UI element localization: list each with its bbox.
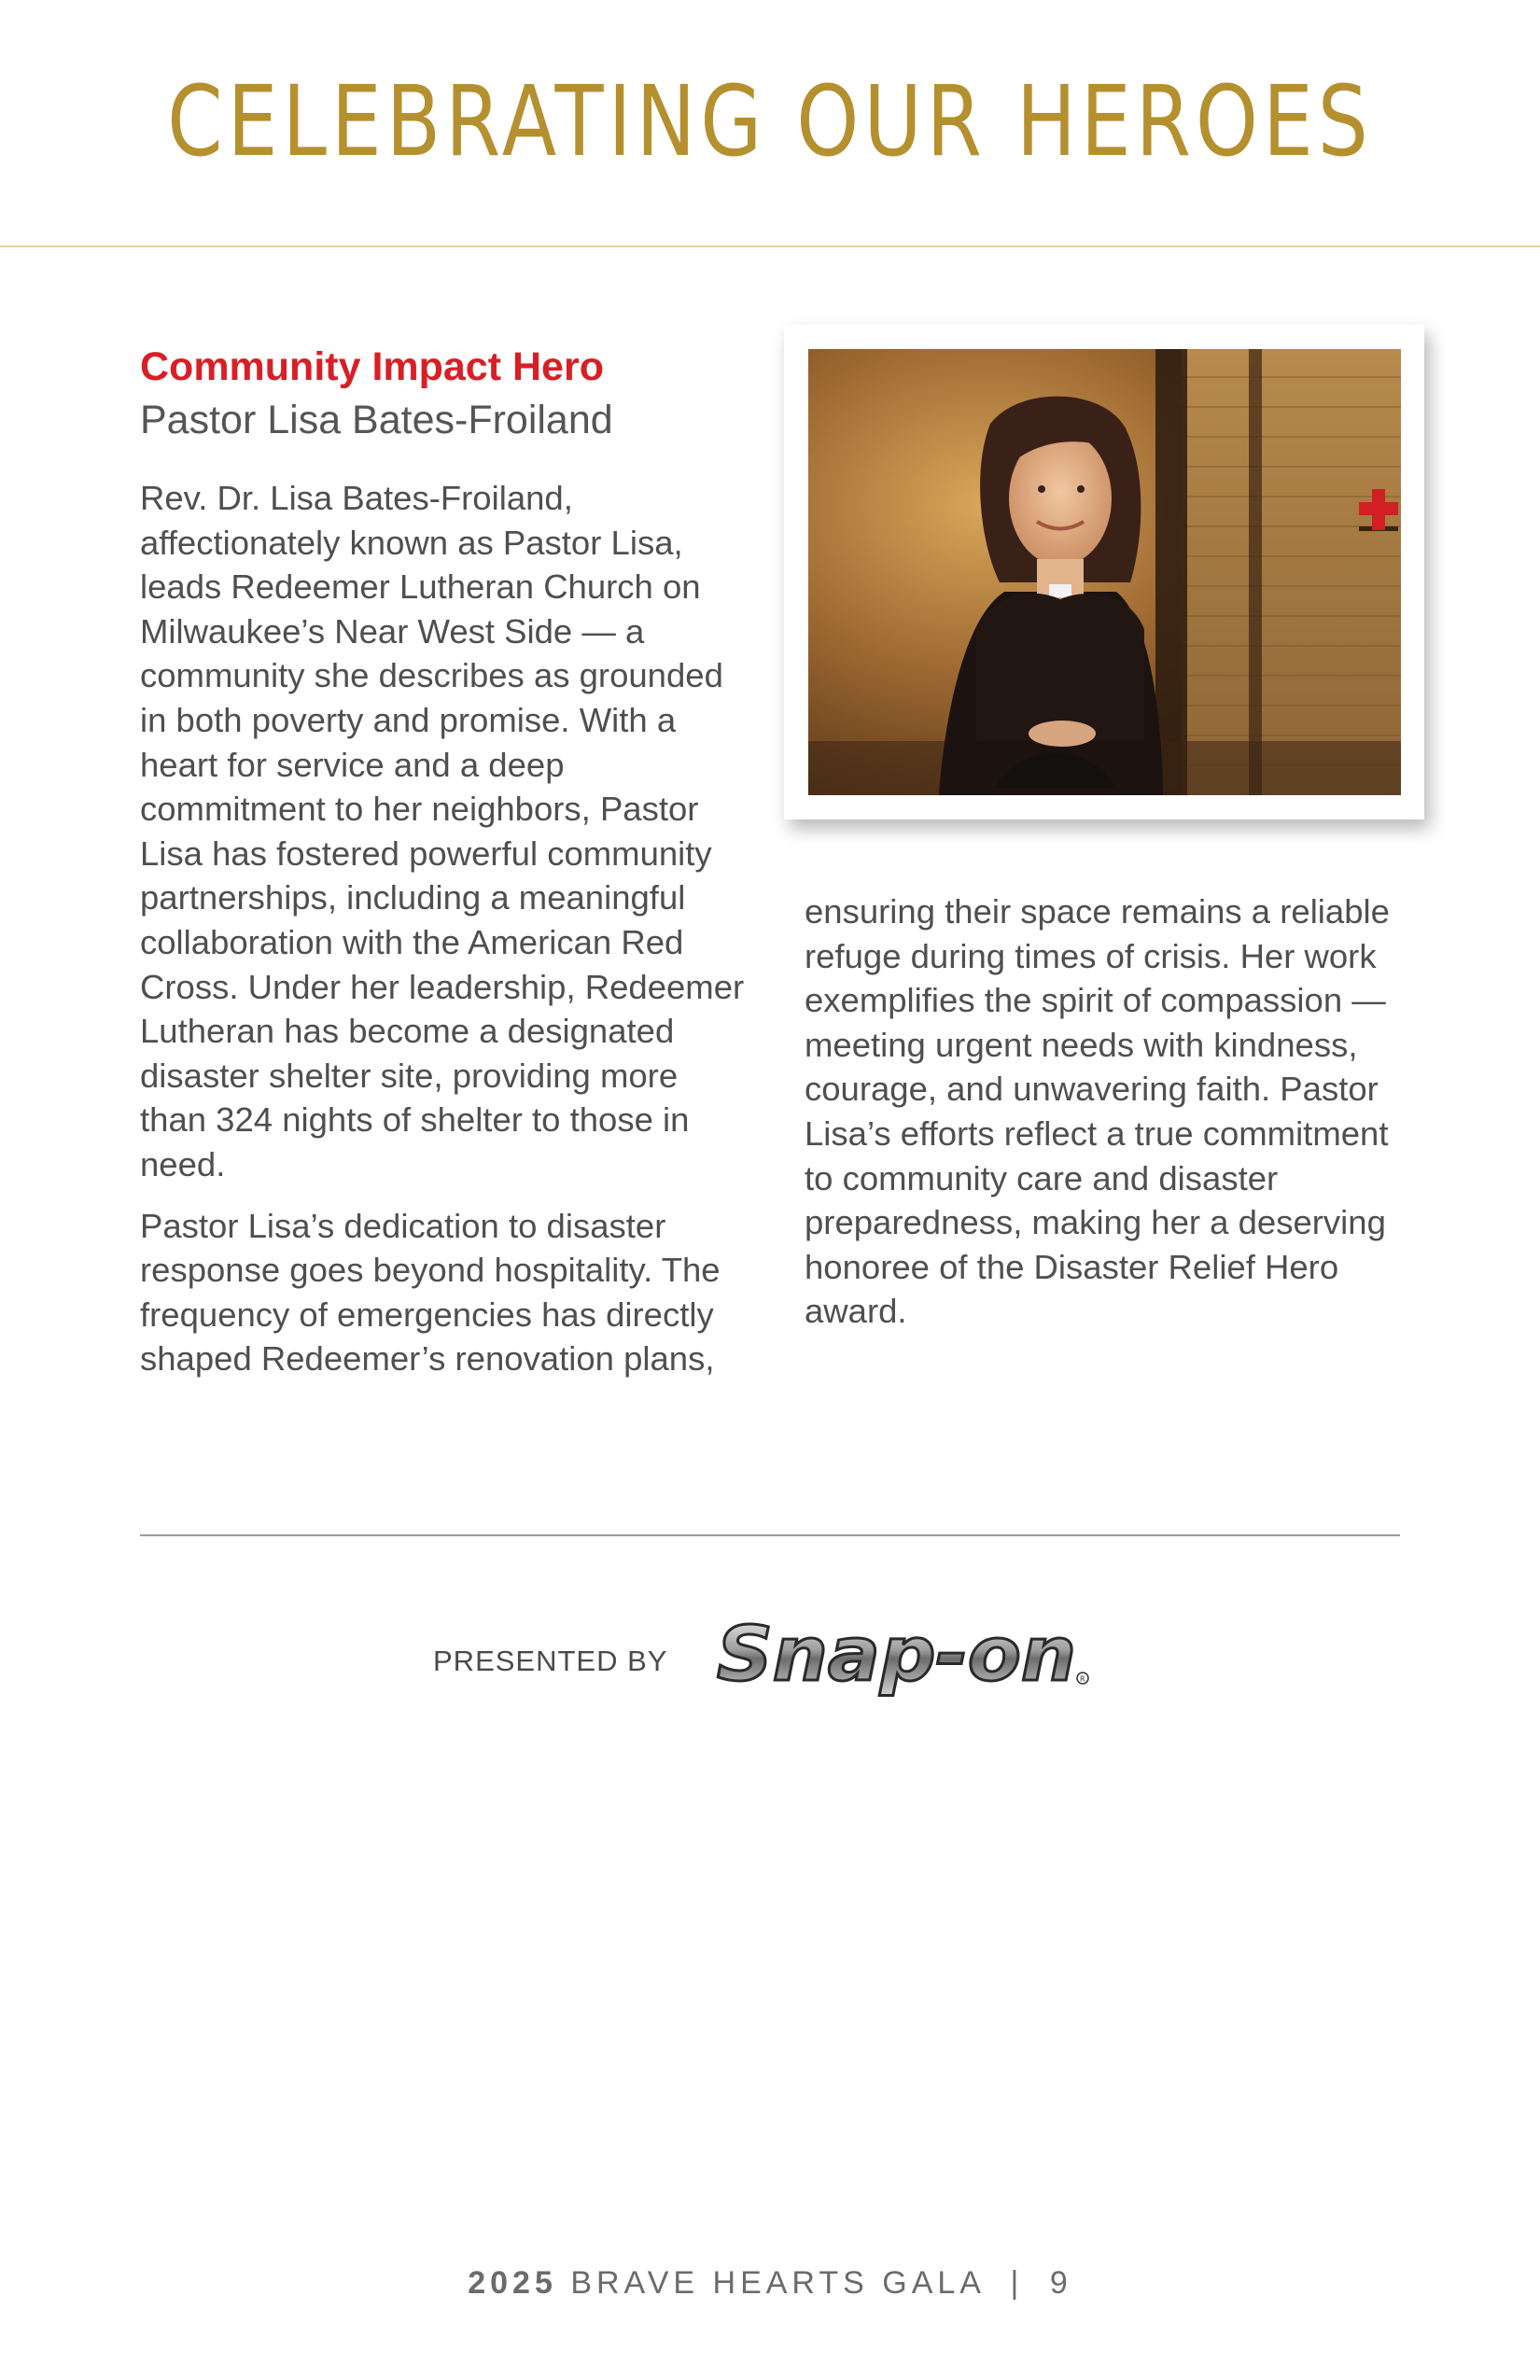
svg-text:R: R	[1080, 1674, 1085, 1684]
footer-separator: |	[1010, 2265, 1024, 2301]
honoree-photo-frame	[784, 325, 1424, 819]
content-divider	[140, 1534, 1400, 1536]
sponsor-logo	[709, 1617, 1092, 1705]
honoree-photo	[808, 349, 1401, 795]
award-title: Community Impact Hero	[140, 344, 604, 389]
header-divider	[0, 245, 1540, 247]
presented-by-label: PRESENTED BY	[433, 1645, 668, 1677]
article-column-right	[805, 889, 1402, 1334]
honoree-name: Pastor Lisa Bates-Froiland	[140, 398, 613, 442]
article-column-left	[140, 476, 747, 1381]
footer-event: BRAVE HEARTS GALA	[570, 2265, 985, 2301]
page-footer	[0, 2265, 1540, 2302]
footer-year: 2025	[468, 2265, 557, 2301]
article-paragraph: Pastor Lisa’s dedication to disaster response goes beyond hospitality. The frequency of emergencies has directly shaped Redeemer’s renovation plans,	[140, 1206, 721, 1379]
article-paragraph: Rev. Dr. Lisa Bates-Froiland, affectionately known as Pastor Lisa, leads Redeemer Lutheran Church on Milwaukee’s Near West Side — a community she describes as grounded in both poverty and promise. With a heart for service and a deep commitment to her neighbors, Pastor Lisa has fostered powerful community partnerships, including a meaningful collaboration with the American Red Cross. Under her leadership, Redeemer Lutheran has become a designated disaster shelter site, providing more than 324 nights of shelter to those in need.	[140, 479, 745, 1183]
page-title: CELEBRATING OUR HEROES	[167, 64, 1373, 178]
page-number: 9	[1049, 2265, 1072, 2301]
article-paragraph: ensuring their space remains a reliable refuge during times of crisis. Her work exemplifies the spirit of compassion — meeting urgent needs with kindness, courage, and unwavering faith. Pastor Lisa’s efforts reflect a true commitment to community care and disaster preparedness, making her a deserving honoree of the Disaster Relief Hero award.	[805, 892, 1390, 1331]
sponsor-logo-text: Snap-on	[717, 1617, 1076, 1698]
